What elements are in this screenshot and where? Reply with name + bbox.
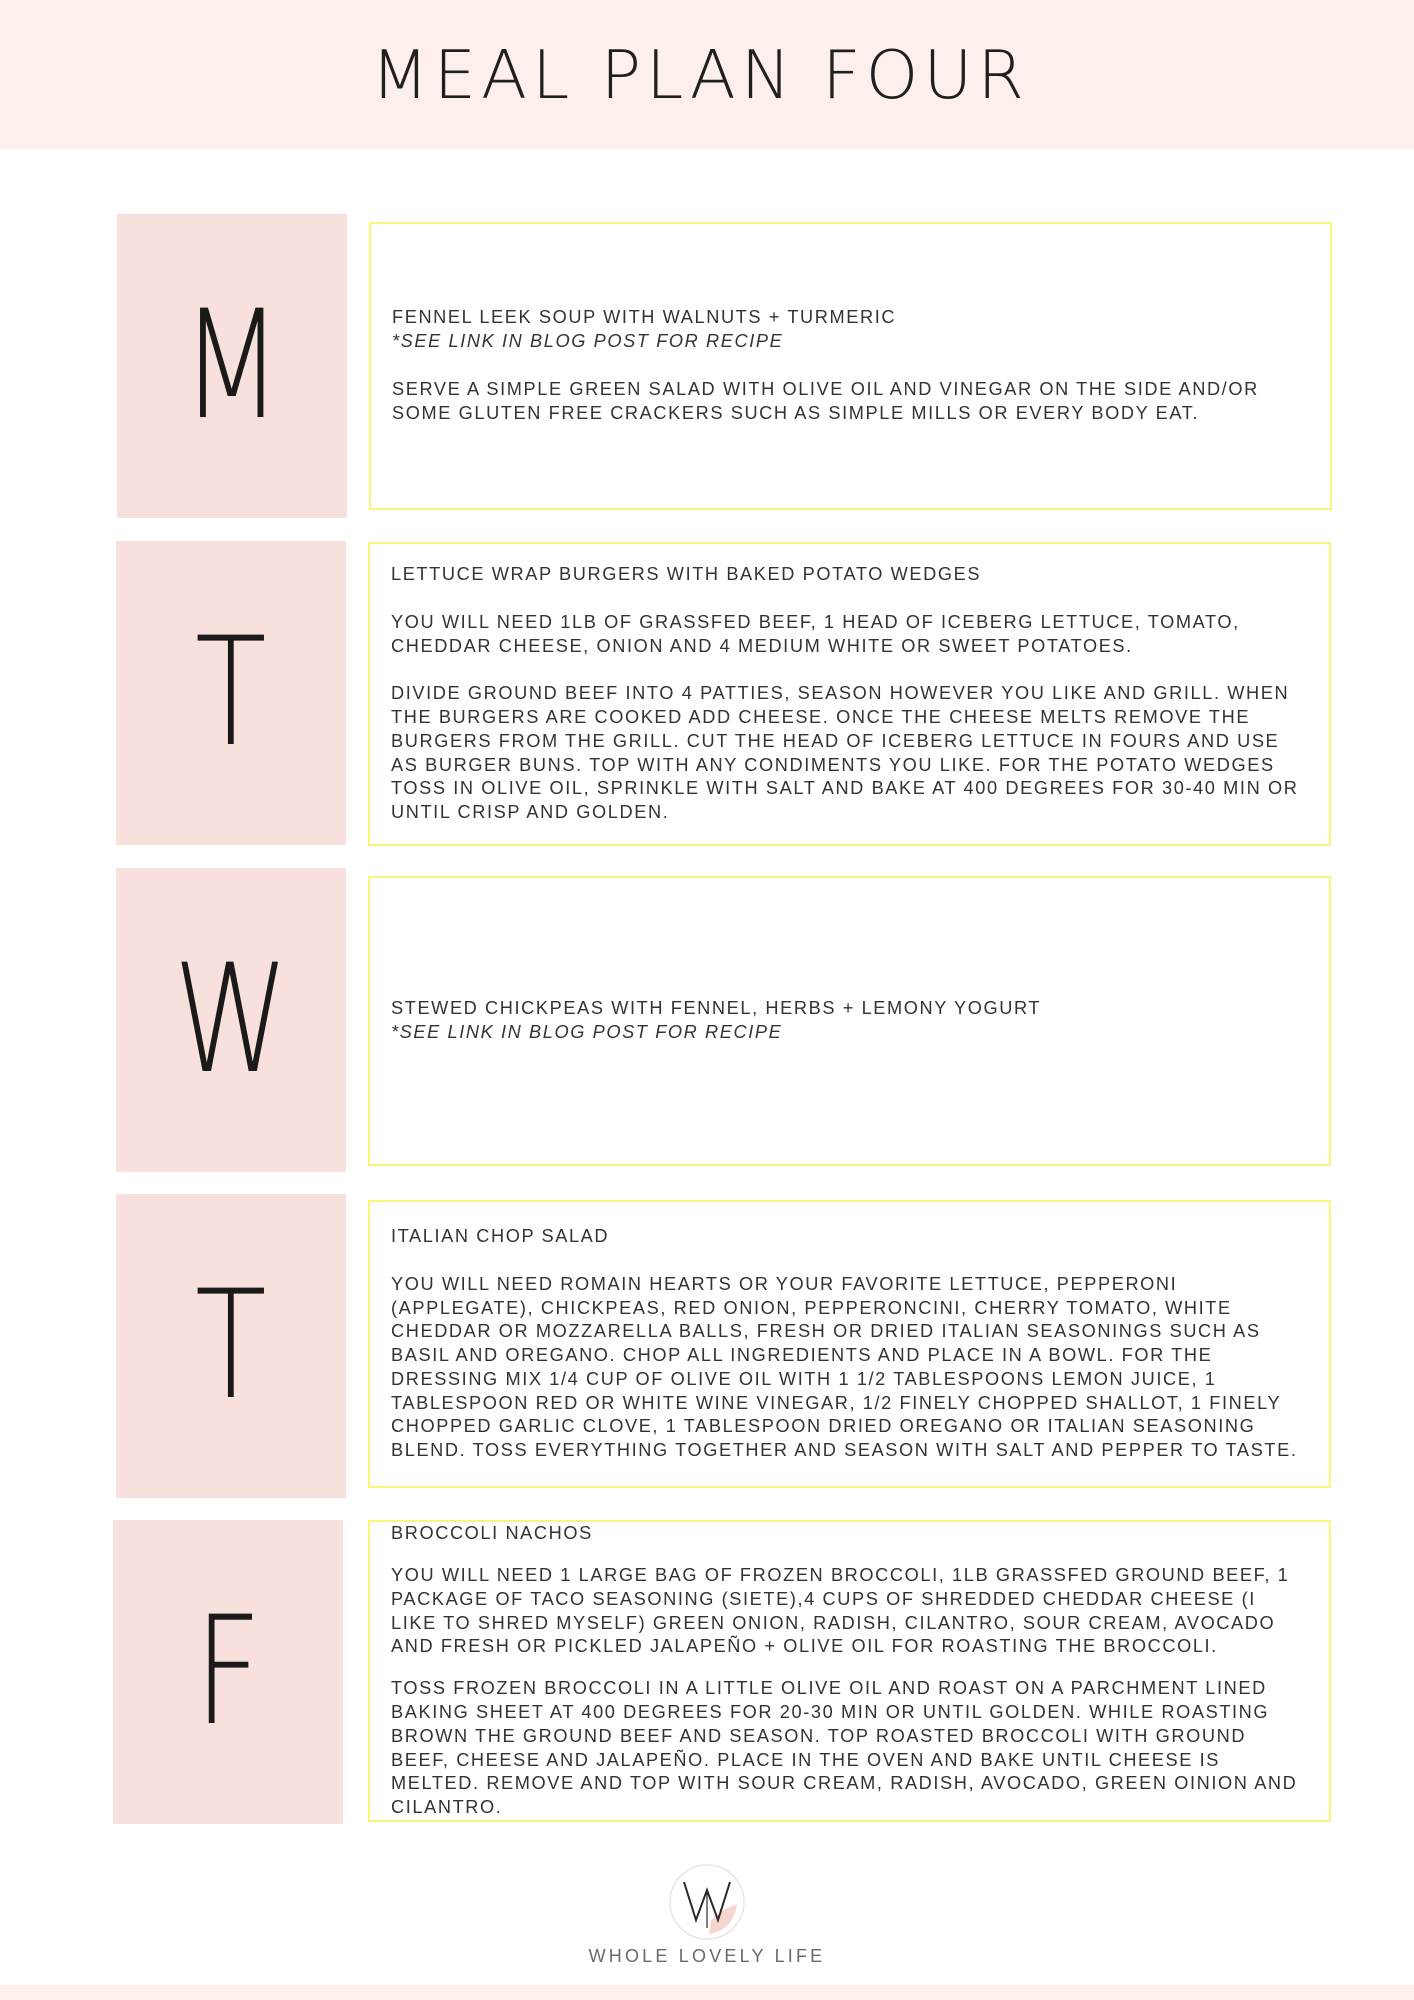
meal-card-monday bbox=[369, 222, 1332, 510]
meal-title: LETTUCE WRAP BURGERS WITH BAKED POTATO WEDGES bbox=[391, 563, 982, 584]
meal-card-wednesday bbox=[368, 876, 1331, 1166]
meal-card-tuesday bbox=[368, 542, 1331, 846]
page-title: MEAL PLAN FOUR bbox=[371, 36, 1029, 114]
meal-title: ITALIAN CHOP SALAD bbox=[391, 1225, 610, 1246]
day-block-wednesday bbox=[116, 868, 346, 1172]
meal-instructions: DIVIDE GROUND BEEF INTO 4 PATTIES, SEASON HOWEVER YOU LIKE AND GRILL. WHEN THE BURGERS ARE COOKED ADD CHEESE. ONCE THE CHEESE MELTS REMOVE THE BURGERS FROM THE GRILL. CUT THE HEAD OF ICEBERG LETTUCE IN FOURS AND USE AS BURGER BUNS. TOP WITH ANY CONDIMENTS YOU LIKE. FOR THE POTATO WEDGES TOSS IN OLIVE OIL, SPRINKLE WITH SALT AND BAKE AT 400 DEGREES FOR 30-40 MIN OR UNTIL CRISP AND GOLDEN. bbox=[391, 683, 1299, 823]
day-letter: W bbox=[173, 933, 289, 1107]
meal-title: FENNEL LEEK SOUP WITH WALNUTS + TURMERIC bbox=[392, 307, 897, 328]
meal-card-friday bbox=[368, 1520, 1331, 1822]
meal-ingredients: YOU WILL NEED 1LB OF GRASSFED BEEF, 1 HEAD OF ICEBERG LETTUCE, TOMATO, CHEDDAR CHEESE, ONION AND 4 MEDIUM WHITE OR SWEET POTATOES. bbox=[391, 611, 1240, 656]
day-block-monday bbox=[117, 214, 347, 518]
meal-description: SERVE A SIMPLE GREEN SALAD WITH OLIVE OIL AND VINEGAR ON THE SIDE AND/OR SOME GLUTEN FREE CRACKERS SUCH AS SIMPLE MILLS OR EVERY BODY EAT. bbox=[392, 379, 1259, 423]
recipe-note: *SEE LINK IN BLOG POST FOR RECIPE bbox=[392, 331, 784, 352]
day-block-thursday bbox=[116, 1194, 346, 1498]
meal-instructions: TOSS FROZEN BROCCOLI IN A LITTLE OLIVE OIL AND ROAST ON A PARCHMENT LINED BAKING SHEET AT 400 DEGREES FOR 20-30 MIN OR UNTIL GOLDEN. WHILE ROASTING BROWN THE GROUND BEEF AND SEASON. TOP ROASTED BROCCOLI WITH GROUND BEEF, CHEESE AND JALAPEÑO. PLACE IN THE OVEN AND BAKE UNTIL CHEESE IS MELTED. REMOVE AND TOP WITH SOUR CREAM, RADISH, AVOCADO, GREEN OINION AND CILANTRO. bbox=[391, 1678, 1298, 1818]
meal-title: STEWED CHICKPEAS WITH FENNEL, HERBS + LEMONY YOGURT bbox=[391, 998, 1042, 1019]
logo-icon bbox=[667, 1862, 747, 1942]
day-letter: T bbox=[195, 606, 267, 780]
meal-title: BROCCOLI NACHOS bbox=[391, 1523, 593, 1543]
day-letter: M bbox=[181, 279, 283, 453]
day-letter: F bbox=[194, 1585, 262, 1759]
meal-card-thursday bbox=[368, 1200, 1331, 1488]
meal-ingredients: YOU WILL NEED 1 LARGE BAG OF FROZEN BROCCOLI, 1LB GRASSFED GROUND BEEF, 1 PACKAGE OF TACO SEASONING (SIETE),4 CUPS OF SHREDDED CHEDDAR CHEESE (I LIKE TO SHRED MYSELF) GREEN ONION, RADISH, CILANTRO, SOUR CREAM, AVOCADO AND FRESH OR PICKLED JALAPEÑO + OLIVE OIL FOR ROASTING THE BROCCOLI. bbox=[391, 1564, 1290, 1657]
recipe-note: *SEE LINK IN BLOG POST FOR RECIPE bbox=[391, 1022, 783, 1042]
day-letter: T bbox=[195, 1259, 267, 1433]
meal-description: YOU WILL NEED ROMAIN HEARTS OR YOUR FAVORITE LETTUCE, PEPPERONI (APPLEGATE), CHICKPEAS, RED ONION, PEPPERONCINI, CHERRY TOMATO, WHITE CHEDDAR OR MOZZARELLA BALLS, FRESH OR DRIED ITALIAN SEASONINGS SUCH AS BASIL AND OREGANO. CHOP ALL INGREDIENTS AND PLACE IN A BOWL. FOR THE DRESSING MIX 1/4 CUP OF OLIVE OIL WITH 1 1/2 TABLESPOONS LEMON JUICE, 1 TABLESPOON RED OR WHITE WINE VINEGAR, 1/2 FINELY CHOPPED SHALLOT, 1 FINELY CHOPPED GARLIC CLOVE, 1 TABLESPOON DRIED OREGANO OR ITALIAN SEASONING BLEND. TOSS EVERYTHING TOGETHER AND SEASON WITH SALT AND PEPPER TO TASTE. bbox=[391, 1273, 1298, 1461]
brand-logo bbox=[667, 1862, 747, 1942]
brand-name: WHOLE LOVELY LIFE bbox=[588, 1946, 826, 1966]
day-block-tuesday bbox=[116, 541, 346, 845]
footer-band bbox=[0, 1985, 1414, 2000]
day-block-friday bbox=[113, 1520, 343, 1824]
